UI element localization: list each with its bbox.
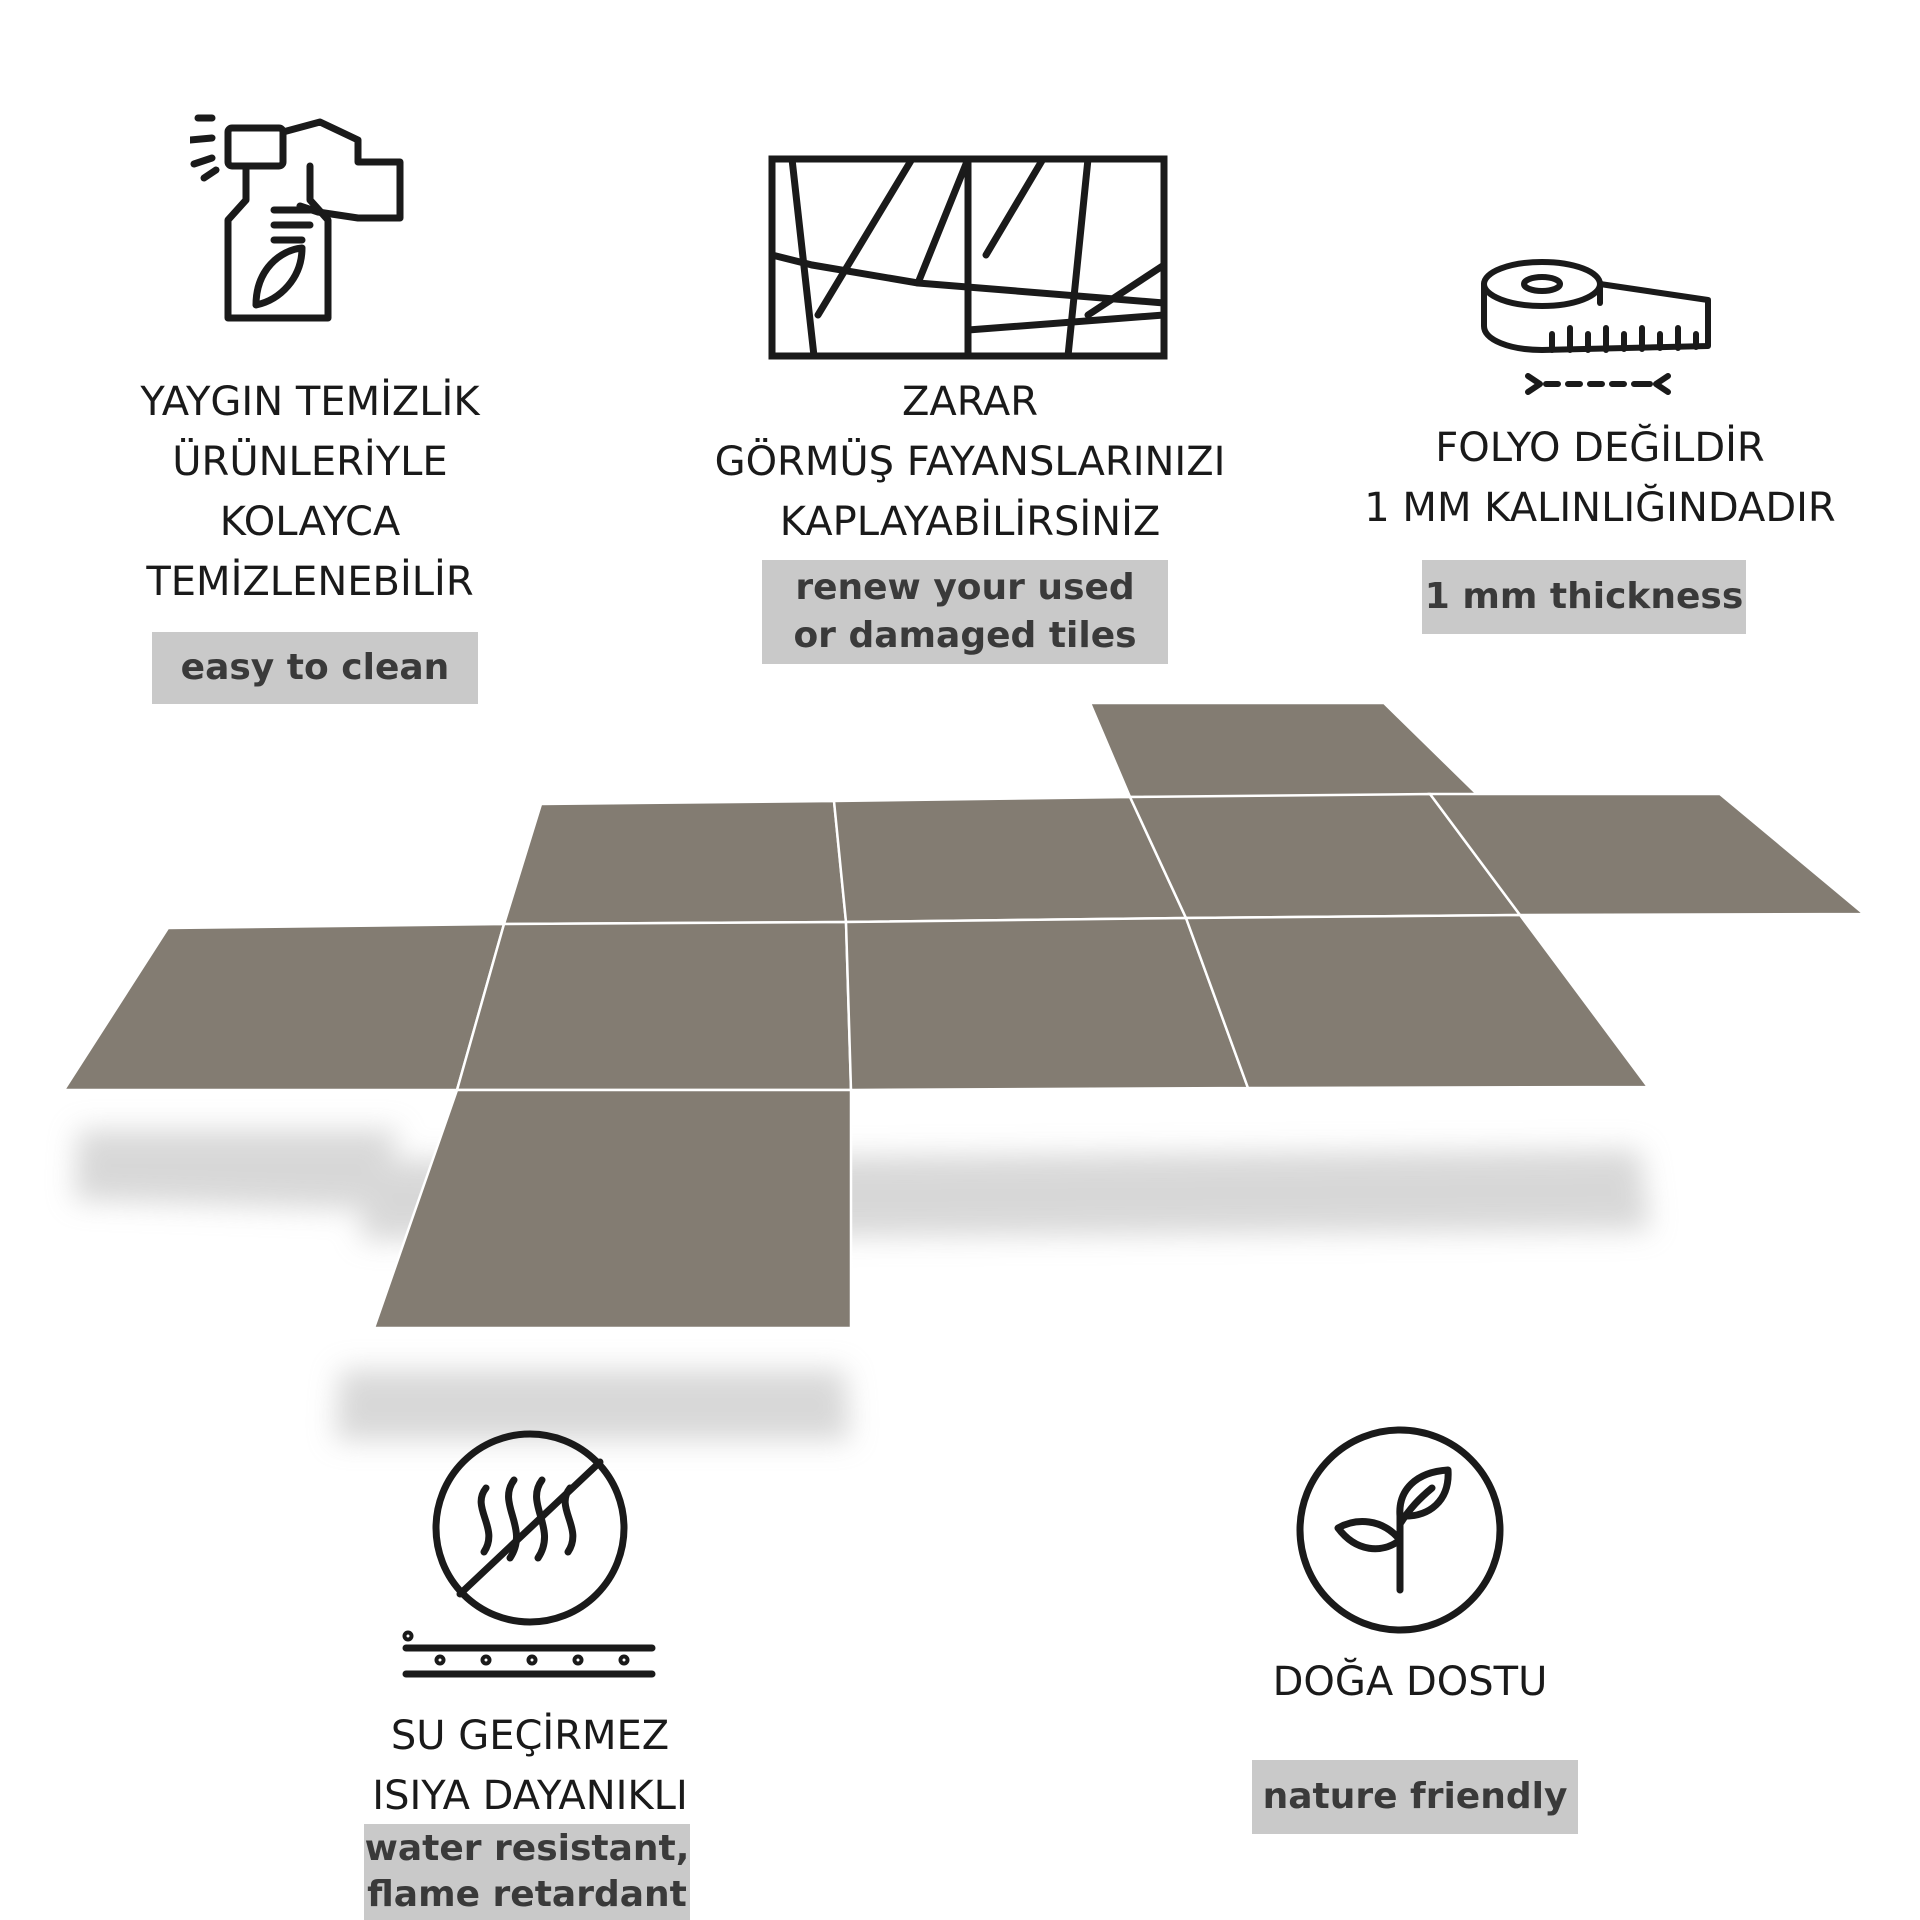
floor-tile: [834, 797, 1186, 922]
damaged-tiles-heading: ZARAR GÖRMÜŞ FAYANSLARINIZI KAPLAYABİLİRSİNİZ: [714, 379, 1226, 545]
no-heat-water-icon: [400, 1428, 660, 1684]
nature-friendly-label: nature friendly: [1252, 1760, 1578, 1834]
nature-friendly-heading: DOĞA DOSTU: [1272, 1659, 1548, 1705]
water-resistant-label: water resistant, flame retardant: [364, 1824, 690, 1920]
floor-tile: [64, 924, 504, 1090]
measuring-tape-icon: [1480, 258, 1715, 398]
leaf-circle-icon: [1290, 1420, 1510, 1640]
floor-tile: [457, 922, 851, 1090]
cracked-tile-icon: [768, 155, 1168, 360]
waterproof-heading: SU GEÇİRMEZ ISIYA DAYANIKLI: [372, 1713, 688, 1819]
floor-tile: [1186, 915, 1648, 1088]
thickness-heading: FOLYO DEĞİLDİR 1 MM KALINLIĞINDADIR: [1364, 425, 1836, 531]
spray-bottle-icon: [190, 110, 410, 330]
floor-tile: [504, 801, 846, 924]
floor-tile: [374, 1090, 851, 1328]
thickness-label: 1 mm thickness: [1422, 560, 1746, 634]
floor-tile: [1090, 703, 1480, 797]
easy-clean-heading: YAYGIN TEMİZLİK ÜRÜNLERİYLE KOLAYCA TEMİZLENEBİLİR: [140, 379, 480, 605]
renew-tiles-label: renew your used or damaged tiles: [762, 560, 1168, 664]
floor-tile: [846, 918, 1248, 1090]
easy-clean-label: easy to clean: [152, 632, 478, 704]
